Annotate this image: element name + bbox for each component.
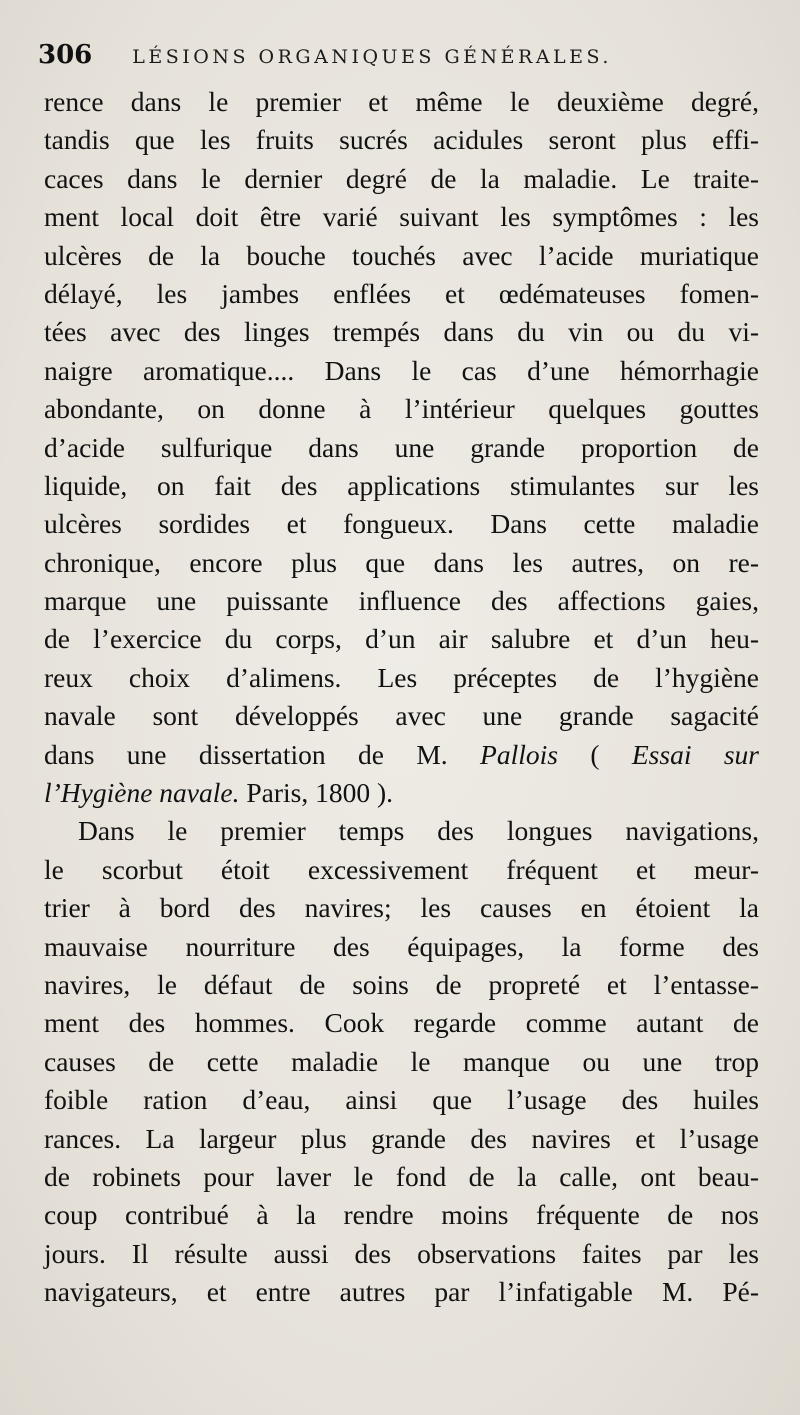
title-italic-end: l’Hygiène navale. xyxy=(44,777,240,809)
text-line: ulcères de la bouche touchés avec l’acide muriatique xyxy=(44,239,759,271)
citation-place-date: Paris, 1800 ). xyxy=(239,777,394,809)
text-line: jours. Il résulte aussi des observations faites par les xyxy=(44,1237,759,1269)
text-line: chronique, encore plus que dans les autres, on re- xyxy=(44,546,759,578)
text-line: marque une puissante influence des affections gaies, xyxy=(44,585,759,617)
text-line: le scorbut étoit excessivement fréquent et meur- xyxy=(44,853,759,885)
text-line: rence dans le premier et même le deuxième degré, xyxy=(44,86,759,117)
text-line: navale sont développés avec une grande sagacité xyxy=(44,700,759,732)
text-line: trier à bord des navires; les causes en étoient la xyxy=(44,892,759,924)
text-line: causes de cette maladie le manque ou une trop xyxy=(44,1045,759,1077)
title-italic-start: Essai sur xyxy=(631,738,759,770)
author-name-italic: Pallois xyxy=(480,738,558,770)
text-line: foible ration d’eau, ainsi que l’usage des huiles xyxy=(44,1084,759,1116)
text-line: tées avec des linges trempés dans du vin ou du vi- xyxy=(44,316,759,348)
text-line: d’acide sulfurique dans une grande proportion de xyxy=(44,431,759,463)
running-head: LÉSIONS ORGANIQUES GÉNÉRALES. xyxy=(132,46,612,68)
paren-open: ( xyxy=(557,738,632,770)
text-line: ment des hommes. Cook regarde comme autant de xyxy=(44,1007,759,1039)
page-number: 306 xyxy=(38,40,93,70)
text-line: de robinets pour laver le fond de la calle, ont beau- xyxy=(44,1160,759,1192)
text-line-citation-end xyxy=(44,774,759,812)
page-header xyxy=(38,40,760,80)
text-line: navigateurs, et entre autres par l’infatigable M. Pé- xyxy=(44,1276,759,1308)
text-line: mauvaise nourriture des équipages, la forme des xyxy=(44,930,759,962)
text-line: liquide, on fait des applications stimulantes sur les xyxy=(44,469,759,501)
text-line-paragraph-start: Dans le premier temps des longues navigations, xyxy=(78,815,759,847)
citation-lead: dans une dissertation de M. xyxy=(44,738,481,770)
text-line: abondante, on donne à l’intérieur quelques gouttes xyxy=(44,393,759,425)
text-line: ulcères sordides et fongueux. Dans cette maladie xyxy=(44,508,759,540)
text-line: de l’exercice du corps, d’un air salubre et d’un heu- xyxy=(44,623,759,655)
text-line: délayé, les jambes enflées et œdémateuses fomen- xyxy=(44,277,759,309)
text-line: reux choix d’alimens. Les préceptes de l’hygiène xyxy=(44,661,759,693)
text-line: rances. La largeur plus grande des navires et l’usage xyxy=(44,1122,759,1154)
text-line: tandis que les fruits sucrés acidules seront plus effi- xyxy=(44,124,759,156)
text-line: caces dans le dernier degré de la maladie. Le traite- xyxy=(44,162,759,194)
text-line: coup contribué à la rendre moins fréquente de nos xyxy=(44,1199,759,1231)
text-line: navires, le défaut de soins de propreté et l’entasse- xyxy=(44,968,759,1000)
text-line: naigre aromatique.... Dans le cas d’une hémorrhagie xyxy=(44,354,759,386)
text-line-citation xyxy=(44,736,759,774)
body-text xyxy=(44,83,759,1312)
text-line: ment local doit être varié suivant les symptômes : les xyxy=(44,201,759,233)
